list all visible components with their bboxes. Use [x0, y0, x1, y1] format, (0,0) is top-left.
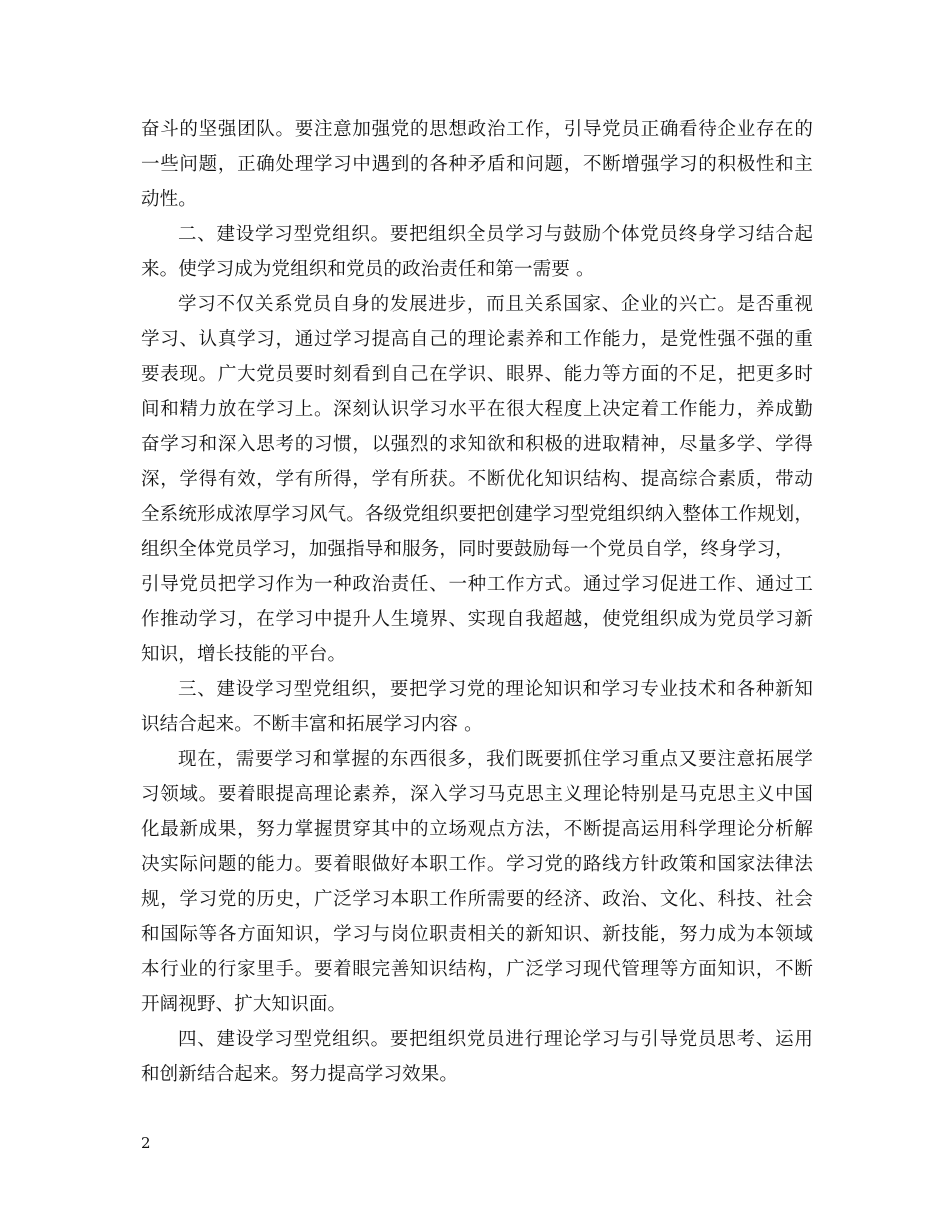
body-text	[141, 112, 813, 1092]
text-line: 决实际问题的能力。要着眼做好本职工作。学习党的路线方针政策和国家法律法	[141, 854, 813, 875]
text-line: 组织全体党员学习，加强指导和服务，同时要鼓励每一个党员自学，终身学习，	[141, 539, 794, 560]
text-line: 来。使学习成为党组织和党员的政治责任和第一需要 。	[141, 259, 595, 280]
text-line: 深，学得有效，学有所得，学有所获。不断优化知识结构、提高综合素质，带动	[141, 469, 813, 490]
text-line: 习领域。要着眼提高理论素养，深入学习马克思主义理论特别是马克思主义中国	[141, 784, 813, 805]
text-line: 开阔视野、扩大知识面。	[141, 994, 347, 1015]
text-line: 要表现。广大党员要时刻看到自己在学识、眼界、能力等方面的不足，把更多时	[141, 364, 813, 385]
text-line: 学习不仅关系党员自身的发展进步，而且关系国家、企业的兴亡。是否重视	[178, 294, 813, 315]
text-line: 二、建设学习型党组织。要把组织全员学习与鼓励个体党员终身学习结合起	[178, 224, 813, 245]
text-line: 知识，增长技能的平台。	[141, 644, 347, 665]
text-line: 识结合起来。不断丰富和拓展学习内容 。	[141, 714, 483, 735]
text-line: 四、建设学习型党组织。要把组织党员进行理论学习与引导党员思考、运用	[178, 1029, 813, 1050]
text-line: 和国际等各方面知识，学习与岗位职责相关的新知识、新技能，努力成为本领域	[141, 924, 813, 945]
text-line: 本行业的行家里手。要着眼完善知识结构，广泛学习现代管理等方面知识，不断	[141, 959, 813, 980]
text-line: 奋学习和深入思考的习惯，以强烈的求知欲和积极的进取精神，尽量多学、学得	[141, 434, 813, 455]
text-line: 规，学习党的历史，广泛学习本职工作所需要的经济、政治、文化、科技、社会	[141, 889, 813, 910]
text-line: 作推动学习，在学习中提升人生境界、实现自我超越，使党组织成为党员学习新	[141, 609, 813, 630]
text-line: 现在，需要学习和掌握的东西很多，我们既要抓住学习重点又要注意拓展学	[178, 749, 813, 770]
text-line: 奋斗的坚强团队。要注意加强党的思想政治工作，引导党员正确看待企业存在的	[141, 119, 813, 140]
text-line: 和创新结合起来。努力提高学习效果。	[141, 1064, 459, 1085]
text-line: 化最新成果，努力掌握贯穿其中的立场观点方法，不断提高运用科学理论分析解	[141, 819, 813, 840]
page-number: 2	[141, 1134, 151, 1152]
text-line: 三、建设学习型党组织，要把学习党的理论知识和学习专业技术和各种新知	[178, 679, 813, 700]
text-line: 引导党员把学习作为一种政治责任、一种工作方式。通过学习促进工作、通过工	[141, 574, 813, 595]
text-line: 一些问题，正确处理学习中遇到的各种矛盾和问题，不断增强学习的积极性和主	[141, 154, 813, 175]
text-line: 动性。	[141, 189, 197, 210]
text-line: 间和精力放在学习上。深刻认识学习水平在很大程度上决定着工作能力，养成勤	[141, 399, 813, 420]
text-line: 学习、认真学习，通过学习提高自己的理论素养和工作能力，是党性强不强的重	[141, 329, 813, 350]
text-line: 全系统形成浓厚学习风气。各级党组织要把创建学习型党组织纳入整体工作规划，	[141, 504, 813, 525]
